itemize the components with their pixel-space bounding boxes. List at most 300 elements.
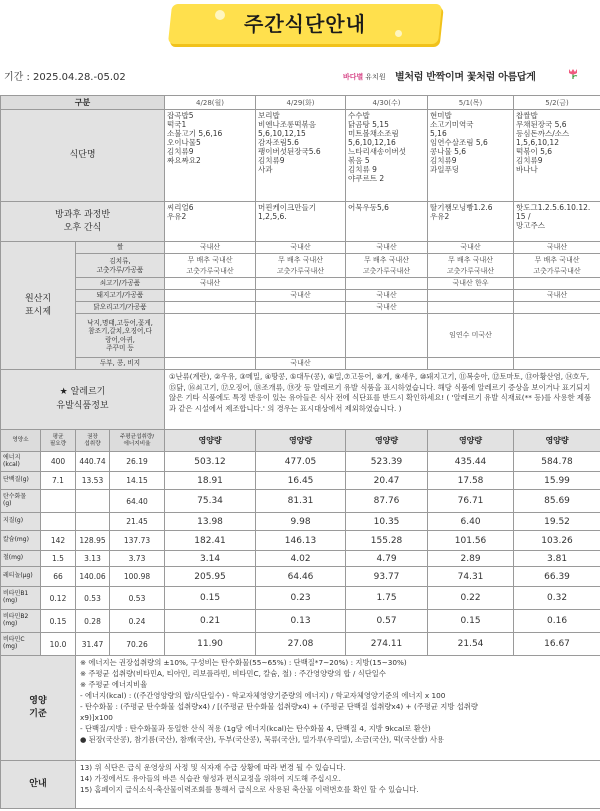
header-line: 권장 (87, 433, 98, 440)
allergy-label-line: ★ 알레르기 (59, 387, 106, 397)
origin-cell (256, 278, 346, 290)
snack-item: 1,2,5,6. (258, 212, 287, 221)
origin-item-text: 돼지고기/가공품 (96, 291, 144, 300)
origin-cell (514, 302, 600, 314)
allergy-label-line: 유발식품정보 (56, 400, 109, 411)
nutrient-header: 영양소 (1, 430, 41, 452)
snack-cell (514, 202, 600, 242)
weekly-ratio-header (110, 430, 165, 452)
header-line: 에너지비율 (123, 440, 151, 447)
meal-item: 바나나 (516, 165, 538, 174)
origin-cell (256, 242, 346, 254)
header-line: 필요량 (49, 440, 67, 447)
origin-item-text: 낙지,명태,고등어,꽃게, (87, 319, 153, 328)
recommended-intake-value (76, 513, 110, 531)
criteria-label-line: 기준 (29, 709, 47, 719)
origin-cell (514, 290, 600, 302)
nutrient-name-text: 지질(g) (3, 517, 24, 525)
weekly-ratio-value: 26.19 (110, 452, 165, 472)
origin-value: 고춧가루국내산 (276, 266, 325, 275)
meal-item: 현미밥 (430, 111, 452, 120)
origin-value: 국내산 (290, 243, 311, 251)
meal-item: 짜요짜요2 (167, 156, 201, 165)
origin-cell (428, 358, 514, 370)
origin-cell (428, 242, 514, 254)
weekly-ratio-value: 100.98 (110, 567, 165, 587)
nutrient-name (1, 587, 41, 610)
meal-item: 무채된장국 5,6 (516, 120, 567, 129)
average-need-value: 7.1 (41, 472, 76, 490)
recommended-intake-value: 3.13 (76, 551, 110, 567)
origin-cell (256, 358, 346, 370)
nutrient-name (1, 531, 41, 551)
daily-nutrition-value: 10.35 (346, 513, 428, 531)
header-line: 평균 (52, 433, 64, 440)
meal-item: 과일푸딩 (430, 165, 460, 174)
origin-item-label (76, 254, 165, 278)
nutrition-row (1, 633, 600, 656)
criteria-line: - 에너지(kcal) : ((주간영양량의 합/식단일수) - 학교자체영양기준량의 에너지) / 학교자체영양기준의 에너지 x 100 (80, 690, 446, 700)
origin-cell (256, 314, 346, 358)
nutrient-name-text: (mg) (3, 620, 18, 627)
recommended-intake-value: 440.74 (76, 452, 110, 472)
daily-nutrition-value: 205.95 (165, 567, 256, 587)
daily-nutrition-value: 16.45 (256, 472, 346, 490)
meal-item: 임연수살조림 5,6 (430, 138, 488, 147)
origin-value: 무 배추 국내산 (448, 255, 494, 264)
meal-cell (514, 110, 600, 202)
recommended-intake-value: 13.53 (76, 472, 110, 490)
origin-cell (428, 278, 514, 290)
notice-line: 14) 가정에서도 유아들의 바른 식습관 형성과 편식교정을 위하여 지도해 주십시오. (80, 773, 341, 783)
nutrition-row (1, 551, 600, 567)
title-banner (0, 0, 600, 62)
meal-item: 보리밥 (258, 111, 280, 120)
snack-label-line: 오후 간식 (63, 222, 102, 233)
criteria-line: - 탄수화물 : (주평균 탄수화물 섭취량x4) / [(주평균 탄수화물 섭취량x4) + (주평균 단백질 섭취량x4) + (주평균 지방 섭취량 (80, 701, 478, 711)
kindergarten-type: 유치원 (365, 73, 386, 81)
allergy-info: ①난류(계란), ②우유, ③메밀, ④땅콩, ⑤대두(콩), ⑥밀,⑦고등어, ⑧게, ⑨새우, ⑩돼지고기, ⑪복숭아, ⑫토마토, ⑬아황산염, ⑭호두, ⑮닭, ⑯쇠고기, ⑰오징어, ⑱조개류, ⑲잣 등 알레르기 유발 식품을 표시하였습니다. 해당 식품에 알레르기 증상을 보이거나 표기되지 않은 기타 식품에도 특정 반응이 있는 유아들은 식사 전에 식단표를 반드시 확인하세요! ( '알레르기 유발 식재료(** 등)를 사용한 제품과 같은 시설에서 제조합니다.' 의 경우는 표시대상에서 제외하였습니다. ) (165, 370, 600, 430)
nutrient-name-text: (kcal) (3, 460, 20, 468)
snack-item: 망고주스 (516, 221, 546, 230)
daily-nutrition-value: 0.21 (165, 610, 256, 633)
daily-nutrition-value: 146.13 (256, 531, 346, 551)
origin-value: 국내산 (376, 303, 397, 311)
meal-cell (428, 110, 514, 202)
recommended-intake-value: 0.28 (76, 610, 110, 633)
origin-item-text: 주꾸미 등 (106, 343, 134, 352)
origin-value: 국내산 (376, 243, 397, 251)
origin-value: 무 배추 국내산 (534, 255, 580, 264)
nutrient-name (1, 513, 41, 531)
recommended-intake-header (76, 430, 110, 452)
origin-cell (514, 314, 600, 358)
origin-value: 고춧가루국내산 (186, 266, 234, 275)
origin-label-line: 표시제 (24, 306, 52, 317)
recommended-intake-value: 140.06 (76, 567, 110, 587)
meal-item: 김치류9 (167, 147, 194, 156)
origin-cell (346, 254, 428, 278)
meal-item: 미트볼채소조림 (348, 129, 399, 138)
origin-item-label (76, 358, 165, 370)
average-need-header (41, 430, 76, 452)
notice-line: 15) 홈페이지 급식소식-축산물이력조회를 통해서 급식으로 사용된 축산물 이력번호를 확인 할 수 있습니다. (80, 784, 419, 794)
origin-cell (346, 358, 428, 370)
meal-item: 김치류9 (258, 156, 285, 165)
meal-item: 5,16 (430, 129, 447, 138)
daily-nutrition-value: 85.69 (514, 490, 600, 513)
average-need-value: 400 (41, 452, 76, 472)
nutrition-day-header: 영양량 (256, 430, 346, 452)
origin-cell (346, 290, 428, 302)
criteria-line: x9)]x100 (80, 712, 113, 722)
average-need-value: 66 (41, 567, 76, 587)
origin-cell (165, 242, 256, 254)
nutrient-name-text: 비타민B2 (3, 613, 29, 621)
tulip-icon (566, 66, 580, 80)
origin-cell (165, 290, 256, 302)
nutrition-row (1, 587, 600, 610)
origin-value: 무 배추 국내산 (364, 255, 410, 264)
daily-nutrition-value: 435.44 (428, 452, 514, 472)
daily-nutrition-value: 21.54 (428, 633, 514, 656)
origin-cell (346, 302, 428, 314)
daily-nutrition-value: 93.77 (346, 567, 428, 587)
day-header: 4/29(화) (256, 96, 346, 110)
snack-item: 씨리얼6 (167, 203, 194, 212)
origin-cell (256, 302, 346, 314)
daily-nutrition-value: 87.76 (346, 490, 428, 513)
nutrition-row (1, 610, 600, 633)
recommended-intake-value: 31.47 (76, 633, 110, 656)
period-label: 기간 : 2025.04.28.-05.02 (4, 72, 126, 83)
origin-cell (256, 290, 346, 302)
daily-nutrition-value: 64.46 (256, 567, 346, 587)
daily-nutrition-value: 81.31 (256, 490, 346, 513)
nutrient-name-text: 칼슘(mg) (3, 536, 29, 544)
daily-nutrition-value: 477.05 (256, 452, 346, 472)
weekly-ratio-value: 3.73 (110, 551, 165, 567)
origin-value: 고춧가루국내산 (362, 266, 411, 275)
origin-value: 국내산 (376, 291, 397, 299)
origin-item-text: 김치류, (109, 257, 131, 266)
daily-nutrition-value: 66.39 (514, 567, 600, 587)
origin-cell (165, 278, 256, 290)
daily-nutrition-value: 6.40 (428, 513, 514, 531)
meal-item: 떡국1 (167, 120, 187, 129)
daily-nutrition-value: 584.78 (514, 452, 600, 472)
meal-item: 비엔나조롱떡볶음 (258, 120, 316, 129)
meal-item: 등심돈까스/소스 (516, 129, 570, 138)
nutrient-name (1, 551, 41, 567)
meal-item: 김치류 9 (348, 165, 377, 174)
daily-nutrition-value: 16.67 (514, 633, 600, 656)
origin-item-text: 참조기,갈치,오징어,다 (88, 327, 152, 336)
weekly-ratio-value: 70.26 (110, 633, 165, 656)
weekly-ratio-value: 21.45 (110, 513, 165, 531)
meal-item: 닭곰탕 5,15 (348, 120, 389, 129)
meal-item: 찹쌀밥 (516, 111, 538, 120)
day-header: 5/1(목) (428, 96, 514, 110)
criteria-notes (76, 656, 600, 761)
daily-nutrition-value: 155.28 (346, 531, 428, 551)
snack-item: 우유2 (430, 212, 450, 221)
daily-nutrition-value: 11.90 (165, 633, 256, 656)
nutrient-name-text: 비타민C (3, 636, 25, 644)
snack-item: 딸기쨈모닝빵1.2.6 (430, 203, 493, 212)
meal-item: 오이나물5 (167, 138, 201, 147)
meal-item: 팽이버섯된장국5.6 (258, 147, 321, 156)
nutrient-name (1, 610, 41, 633)
daily-nutrition-value: 0.15 (428, 610, 514, 633)
allergy-label (1, 370, 165, 430)
average-need-value (41, 490, 76, 513)
snack-cell (428, 202, 514, 242)
meal-item: 수수밥 (348, 111, 370, 120)
origin-value: 고춧가루국내산 (533, 266, 581, 275)
nutrition-day-header: 영양량 (165, 430, 256, 452)
daily-nutrition-value: 3.14 (165, 551, 256, 567)
origin-value: 무 배추 국내산 (187, 255, 233, 264)
category-header: 구분 (1, 96, 165, 110)
origin-item-label (76, 290, 165, 302)
origin-item-text: 랑어,아귀, (105, 335, 135, 344)
criteria-line: - 단백질/지방 : 탄수화물과 동일한 산식 적용 (1g당 에너지(kcal)는 탄수화물 4, 단백질 4, 지방 9kcal로 환산) (80, 723, 431, 733)
snack-item: 어묵우동5,6 (348, 203, 389, 212)
criteria-label (1, 656, 76, 761)
origin-cell (256, 254, 346, 278)
daily-nutrition-value: 18.91 (165, 472, 256, 490)
origin-item-label (76, 242, 165, 254)
snack-label-line: 방과후 과정반 (55, 210, 111, 221)
day-header: 5/2(금) (514, 96, 600, 110)
daily-nutrition-value: 75.34 (165, 490, 256, 513)
origin-item-label (76, 278, 165, 290)
origin-item-text: 고춧가루/가공품 (96, 265, 144, 274)
origin-value: 국내산 (199, 243, 221, 251)
daily-nutrition-value: 103.26 (514, 531, 600, 551)
origin-value: 국내산 (546, 243, 568, 251)
meal-item: 잡곡밥5 (167, 111, 194, 120)
snack-label (1, 202, 165, 242)
origin-cell (165, 302, 256, 314)
weekly-ratio-value: 0.24 (110, 610, 165, 633)
meal-item: 5,6,10,12,16 (348, 138, 396, 147)
menu-table (0, 95, 600, 809)
nutrient-name-text: (mg) (3, 643, 18, 650)
snack-item: 15 / (516, 212, 531, 221)
origin-cell (428, 314, 514, 358)
nutrient-name-text: 탄수화물 (3, 493, 27, 501)
daily-nutrition-value: 9.98 (256, 513, 346, 531)
origin-cell (165, 314, 256, 358)
meal-item: 떡볶이 5,6 (516, 147, 553, 156)
average-need-value: 0.15 (41, 610, 76, 633)
origin-value: 무 배추 국내산 (278, 255, 324, 264)
recommended-intake-value: 128.95 (76, 531, 110, 551)
nutrient-name-text: (mg) (3, 597, 18, 604)
notice-line: 13) 위 식단은 급식 운영상의 사정 및 식자재 수급 상황에 따라 변경 될 수 있습니다. (80, 763, 346, 772)
origin-cell (428, 254, 514, 278)
nutrition-row (1, 472, 600, 490)
origin-cell (428, 290, 514, 302)
nutrient-name-text: 에너지 (3, 453, 21, 461)
page-title: 주간식단안내 (244, 12, 366, 36)
origin-value: 국내산 (460, 243, 481, 251)
snack-item: 머핀케이크만들기 (258, 203, 316, 212)
daily-nutrition-value: 274.11 (346, 633, 428, 656)
origin-item-text: 닭오리고기/가공품 (93, 303, 147, 312)
criteria-line: ※ 주평균 섭취량(비타민A, 티아민, 리보플라빈, 비타민C, 칼슘, 철) : 주간영양량의 합 / 식단일수 (80, 668, 386, 678)
snack-cell (346, 202, 428, 242)
origin-item-label (76, 314, 165, 358)
meal-cell (256, 110, 346, 202)
daily-nutrition-value: 19.52 (514, 513, 600, 531)
weekly-ratio-value: 137.73 (110, 531, 165, 551)
criteria-line: ※ 에너지는 권장섭취량의 ±10%, 구성비는 탄수화물(55~65%) : 단백질*7~20%) : 지방(15~30%) (80, 658, 407, 667)
origin-value: 국내산 한우 (452, 279, 489, 287)
weekly-ratio-value: 64.40 (110, 490, 165, 513)
origin-item-text: 쌀 (116, 243, 124, 252)
meal-item: 콩나물 5,6 (430, 147, 467, 156)
meal-item: 김치류9 (516, 156, 543, 165)
origin-value: 국내산 (199, 279, 221, 287)
nutrient-name-text: 비타민B1 (3, 590, 29, 598)
daily-nutrition-value: 2.89 (428, 551, 514, 567)
average-need-value: 142 (41, 531, 76, 551)
daily-nutrition-value: 0.13 (256, 610, 346, 633)
origin-item-text: 두부, 콩, 비지 (99, 359, 141, 368)
nutrient-name-text: 레티놀(μg) (3, 572, 33, 580)
notice-label: 안내 (1, 761, 76, 809)
nutrition-day-header: 영양량 (514, 430, 600, 452)
daily-nutrition-value: 76.71 (428, 490, 514, 513)
daily-nutrition-value: 503.12 (165, 452, 256, 472)
nutrient-name (1, 633, 41, 656)
daily-nutrition-value: 0.15 (165, 587, 256, 610)
meal-item: 1,5,6,10,12 (516, 138, 559, 147)
daily-nutrition-value: 1.75 (346, 587, 428, 610)
meal-item: 소고기미역국 (430, 120, 474, 129)
daily-nutrition-value: 0.32 (514, 587, 600, 610)
meal-item: 감자조림5.6 (258, 138, 299, 147)
origin-cell (514, 254, 600, 278)
daily-nutrition-value: 0.22 (428, 587, 514, 610)
nutrient-name-text: (g) (3, 500, 12, 507)
daily-nutrition-value: 0.16 (514, 610, 600, 633)
nutrition-row (1, 531, 600, 551)
snack-cell (256, 202, 346, 242)
nutrient-name-text: 단백질(g) (3, 476, 29, 484)
daily-nutrition-value: 182.41 (165, 531, 256, 551)
snack-item: 우유2 (167, 212, 187, 221)
origin-item-label (76, 302, 165, 314)
weekly-ratio-value: 14.15 (110, 472, 165, 490)
daily-nutrition-value: 20.47 (346, 472, 428, 490)
meal-item: 소불고기 5,6,16 (167, 129, 223, 138)
header-line: 섭취량 (84, 440, 101, 447)
day-header: 4/28(월) (165, 96, 256, 110)
snack-item: 핫도그1.2.5.6.10.12. (516, 203, 591, 212)
daily-nutrition-value: 523.39 (346, 452, 428, 472)
origin-cell (165, 254, 256, 278)
origin-cell (514, 278, 600, 290)
meal-item: 느타리새송이버섯 (348, 147, 406, 156)
daily-nutrition-value: 0.23 (256, 587, 346, 610)
nutrient-name-text: 철(mg) (3, 554, 24, 562)
daily-nutrition-value: 4.02 (256, 551, 346, 567)
meal-item: 볶음 5 (348, 156, 370, 165)
daily-nutrition-value: 3.81 (514, 551, 600, 567)
meal-cell (165, 110, 256, 202)
daily-nutrition-value: 17.58 (428, 472, 514, 490)
weekly-ratio-value: 0.53 (110, 587, 165, 610)
nutrient-name (1, 490, 41, 513)
meal-item: 5,6,10,12,15 (258, 129, 306, 138)
nutrition-row (1, 513, 600, 531)
origin-cell (428, 302, 514, 314)
average-need-value (41, 513, 76, 531)
criteria-label-line: 영양 (29, 696, 47, 707)
average-need-value: 10.0 (41, 633, 76, 656)
meal-item: 김치류9 (430, 156, 457, 165)
recommended-intake-value (76, 490, 110, 513)
meal-label: 식단명 (1, 110, 165, 202)
nutrient-name (1, 567, 41, 587)
origin-label-line: 원산지 (24, 294, 52, 305)
kindergarten-name: 바다별 (343, 73, 364, 81)
origin-cell (346, 242, 428, 254)
origin-cell (165, 358, 256, 370)
daily-nutrition-value: 101.56 (428, 531, 514, 551)
nutrition-row (1, 567, 600, 587)
origin-item-text: 쇠고기/가공품 (99, 279, 141, 288)
origin-cell (346, 278, 428, 290)
daily-nutrition-value: 13.98 (165, 513, 256, 531)
day-header: 4/30(수) (346, 96, 428, 110)
meal-item: 사과 (258, 165, 273, 174)
header-line: 주평균섭취량/ (119, 433, 155, 440)
snack-cell (165, 202, 256, 242)
origin-value: 국내산 (546, 291, 568, 299)
nutrient-name (1, 472, 41, 490)
nutrient-name (1, 452, 41, 472)
origin-cell (346, 314, 428, 358)
origin-label (1, 242, 76, 370)
origin-value: 고춧가루국내산 (446, 266, 495, 275)
daily-nutrition-value: 15.99 (514, 472, 600, 490)
nutrition-day-header: 영양량 (428, 430, 514, 452)
notice-notes (76, 761, 600, 809)
daily-nutrition-value: 74.31 (428, 567, 514, 587)
daily-nutrition-value: 27.08 (256, 633, 346, 656)
recommended-intake-value: 0.53 (76, 587, 110, 610)
meal-item: 야쿠르트 2 (348, 174, 385, 183)
origin-value: 국내산 (290, 291, 311, 299)
origin-cell (514, 358, 600, 370)
nutrition-day-header: 영양량 (346, 430, 428, 452)
nutrition-row (1, 490, 600, 513)
origin-value: 국내산 (290, 359, 311, 367)
daily-nutrition-value: 4.79 (346, 551, 428, 567)
average-need-value: 1.5 (41, 551, 76, 567)
meal-cell (346, 110, 428, 202)
average-need-value: 0.12 (41, 587, 76, 610)
criteria-line: ※ 주평균 에너지비율 (80, 679, 148, 689)
kindergarten-logo (343, 72, 386, 82)
nutrition-row (1, 452, 600, 472)
daily-nutrition-value: 0.57 (346, 610, 428, 633)
